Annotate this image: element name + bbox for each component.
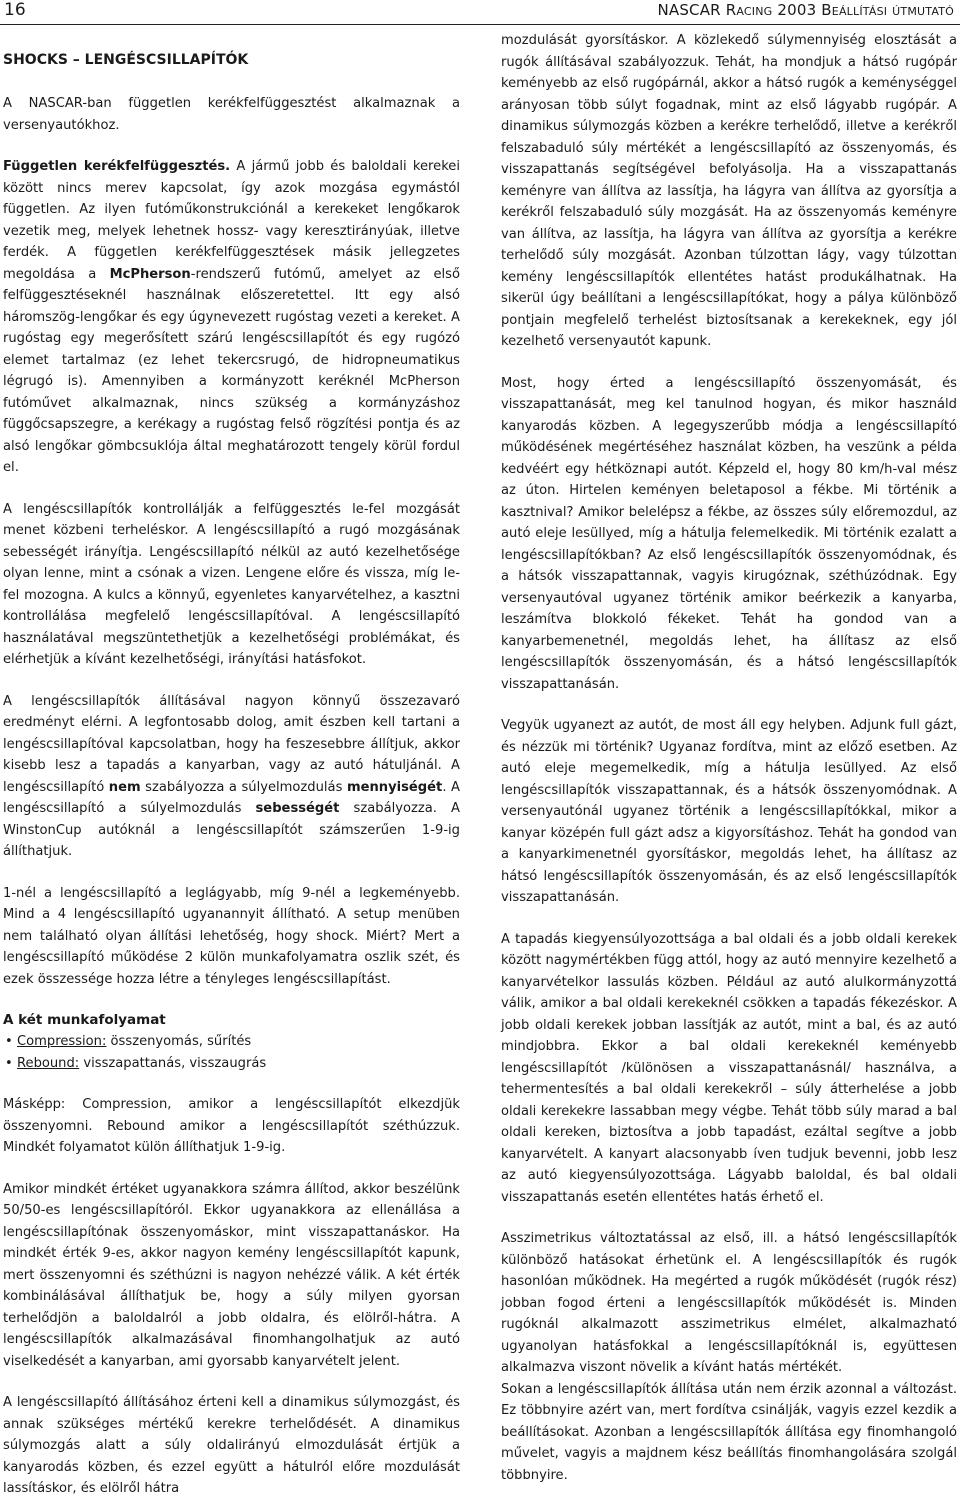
acceleration-paragraph: Vegyük ugyanezt az autót, de most áll egy helyben. Adjunk full gázt, és nézzük mi történik? Ugyanaz fordítva, mint az előző esetben. Az autó eleje megemelkedik, míg a hátulja lesüllyed. Az első lengéscsillapítók visszapattannak, és a hátsók összenyomódnak. A versenyautónál ugyanez történik a lengéscsillapítókkal, mikor a kanyar középén full gázt adsz a kigyorsításhoz. Tehát ha gondod van a kanyarkimenetnél gyorsításkor, megoldás lehet, ha állítasz az hátsó lengéscsillapítók összenyomásán, és az első lengéscsillapítók visszapattanásán. bbox=[501, 718, 957, 905]
text-run: A lengéscsillapítók állításával nagyon könnyű összezavaró eredményt elérni. A legfontosabb dolog, amit észben kell tartani a lengéscsillapítóval kapcsolatban, hogy ha feszesebbre állítjuk, akkor kisebb lesz a tapadás a kanyarban, vagy az autó hátuljánál. A lengéscsillapító bbox=[3, 693, 460, 795]
text-run: A jármű jobb és baloldali kerekei között nincs merev kapcsolat, így azok mozgása egymástól független. Az ilyen futóműkonstrukciónál a kerekeket lengőkarok vezetik meg, melyek lehetnek hossz- vagy keresztirányúak, illetve ferdék. A független kerékfelfüggesztések másik jellegzetes megoldása a bbox=[3, 159, 461, 282]
scale-paragraph: 1-nél a lengéscsillapító a leglágyabb, míg 9-nél a legkeményebb. Mind a 4 lengéscsillapító ugyanannyit állítható. A setup menüben nem található olyan állítási lehetőség, hogy shock. Miért? Mert a lengéscsillapító működése 2 külön munkafolyamatra oszlik szét, és ezek összessége hozza létre a tényleges lengéscsillapítást. bbox=[3, 885, 460, 987]
emphasis-sebesseget: sebességét bbox=[255, 801, 340, 816]
page-number: 16 bbox=[4, 0, 26, 20]
subsection-title: A két munkafolyamat bbox=[3, 1012, 166, 1028]
text-run: . A lengéscsillapító a súlyelmozdulás bbox=[3, 779, 460, 816]
text-run: szabályozza a súlyelmozdulás bbox=[140, 779, 347, 795]
section-title: SHOCKS – LENGÉSCSILLAPÍTÓK bbox=[3, 52, 249, 68]
braking-paragraph: Most, hogy érted a lengéscsillapító összenyomását, és visszapattanását, meg kel tanulnod hogyan, és mikor használd kanyarodás közben. A legegyszerűbb módja a lengéscsillapító működésének megértéséhez használat közben, ha veszünk a példa kedvéért egy hétköznapi autót. Képzeld el, hogy 80 km/h-val mész az úton. Hirtelen keményen beletaposol a fékbe. Mi történik a kasztnival? Amikor belelépsz a fékbe, az összes súly előremozdul, az autó eleje lesüllyed, míg a hátulja felemelkedik. Mi történik ezalatt a lengéscsillapítókban? Az első lengéscsillapítók összenyomódnak, és a hátsók visszapattannak, vagyis kirugóznak, széthúzódnak. Egy versenyautóval ugyanez történik amikor beérkezik a kanyarba, leszámítva blokkoló fékeket. Tehát ha gondod van a kanyarbemenetnél, megoldás lehet, ha állítasz az első lengéscsillapítók összenyomásán, és a hátsó lengéscsillapítók visszapattanásán. bbox=[501, 375, 957, 692]
shock-adjust-paragraph bbox=[3, 691, 460, 863]
emphasis-mennyiseget: mennyiségét bbox=[346, 779, 443, 795]
text-run: szabályozza. A WinstonCup autóknál a lengéscsillapítót számszerűen 1-9-ig állíthatjuk. bbox=[3, 801, 460, 859]
fifty-fifty-paragraph: Amikor mindkét értéket ugyanakkora számra állítod, akkor beszélünk 50/50-es lengéscsillapítóról. Ekkor ugyanakkora az ellenállása a lengéscsillapítónak összenyomáskor, mint visszapattanáskor. Ha mindkét érték 9-es, akkor nagyon kemény lengéscsillapítót kapunk, mert összenyomni és széthúzni is nagyon nehézzé válik. A két érték kombinálásával állíthatjuk be, hogy a súly milyen gyorsan terhelődjön a baloldalról a jobb oldalra, és elölről-hátra. A lengéscsillapítók alkalmazásával finomhangolhatjuk az autó viselkedését a kanyarban, ami gyorsabb kanyarvételt jelent. bbox=[3, 1181, 460, 1369]
closing-paragraph: Sokan a lengéscsillapítók állítása után nem érzik azonnal a változást. Ez többnyire azért van, mert fordítva csinálják, vagyis ezzel kezdik a beállításokat. Azonban a lengéscsillapítók állítása egy finomhangoló művelet, vagyis a majdnem kész beállítás finomhangolására szolgál többnyire. bbox=[501, 1381, 957, 1483]
independent-suspension-paragraph bbox=[3, 156, 460, 479]
process-list bbox=[3, 1031, 460, 1074]
mcpherson-term: McPherson bbox=[109, 266, 191, 282]
intro-paragraph: A NASCAR-ban független kerékfelfüggesztést alkalmaznak a versenyautókhoz. bbox=[3, 96, 460, 133]
compression-term: Compression: bbox=[17, 1034, 107, 1049]
right-column bbox=[501, 30, 957, 1506]
emphasis-nem: nem bbox=[108, 779, 141, 795]
rebound-term: Rebound: bbox=[17, 1055, 80, 1071]
continuation-paragraph: mozdulását gyorsításkor. A közlekedő súlymennyiség elosztását a rugók állításával szabályozzuk. Tehát, ha mondjuk a hátsó rugópár keményebb az első rugópárnál, akkor a hátsó rugók a keménységgel arányosan több súlyt fogadnak, mint az első lágyabb rugópár. A dinamikus súlymozgás közben a kerékre terhelődő, illetve a kerékről felszabaduló súly mértékét a lengéscsillapító az összenyomás, és visszapattanás segítségével befolyásolja. Ha a visszapattanás keményre van állítva az lassítja, ha lágyra van állítva az gyorsítja a kerékről felszabaduló súly mozgását. Ha az összenyomás keményre van állítva, az lassítja, ha lágyra van állítva az gyorsítja a kerékre terhelődő súly mozgását. Azonban túlzottan lágy, vagy túlzottan kemény lengéscsillapítók ellentétes hatást produkálhatnak. Ha sikerül úgy beállítani a lengéscsillapítókat, hogy a pálya különböző pontjain megfelelő terhelést biztosítsanak a kerekeknek, egy jól kezelhető versenyautót kapunk. bbox=[501, 33, 957, 349]
list-item bbox=[3, 1053, 460, 1075]
dynamic-weight-paragraph: A lengéscsillapító állításához érteni kell a dinamikus súlymozgást, és annak szükséges mértékű kerekre terhelődését. A dinamikus súlymozgás alatt a súly oldalirányú elmozdulását értjük a kanyarodás közben, és ezzel együtt a hátulról előre mozdulását lassításkor, és elölről hátra bbox=[3, 1395, 460, 1496]
text-run: -rendszerű futómű, amelyet az első felfüggesztéseknél használnak előszeretettel. Itt egy alsó háromszög-lengőkar és egy úgynevezett rugóstag vezeti a kereket. A rugóstag egy megerősített szárú lengéscsillapítót és egy rugózó elemet tartalmaz (ez lehet tekercsrugó, de hidropneumatikus légrugó is). Amennyiben a kormányzott keréknél McPherson futóművet alkalmaznak, nincs szükség a kormányzáshoz függőcsapszegre, a kerékagy a rugóstag felső rögzítési pontja és az alsó lengőkar gömbcsuklója által meghatározott tengely körül fordul el. bbox=[3, 266, 460, 475]
asymmetric-paragraph: Asszimetrikus változtatással az első, ill. a hátsó lengéscsillapítók különböző hatásokat érhetünk el. A lengéscsillapítók és rugók hasonlóan működnek. Ha megérted a rugók működését (rugók rész) jobban fogod érteni a lengéscsillapítók működését is. Minden rugóknál alkalmazott asszimetrikus elmélet, alkalmazható ugyanolyan hatásfokkal a lengéscsillapítóknál is, együttesen alkalmazva viszont növelik a kívánt hatás mértékét. bbox=[501, 1231, 957, 1375]
shock-control-paragraph: A lengéscsillapítók kontrollálják a felfüggesztés le-fel mozgását menet közbeni terheléskor. A lengéscsillapító a rugó mozgásának sebességét irányítja. Lengéscsillapító nélkül az autó kezelhetősége olyan lenne, mint a csónak a vizen. Lengene előre és vissza, míg le-fel mozogna. A kulcs a könnyű, egyenletes kanyarvételhez, a kasztni kontrollálása megfelelő lengéscsillapítóval. A lengéscsillapító használatával megszüntethetjük a kezelhetőségi problémákat, és elérhetjük a kívánt kezelhetőségi, irányítási hatásfokot. bbox=[3, 501, 460, 667]
definition-paragraph: Másképp: Compression, amikor a lengéscsillapítót elkezdjük összenyomni. Rebound amikor a lengéscsillapítót széthúzzuk. Mindkét folyamatot külön állíthatjuk 1-9-ig. bbox=[3, 1097, 460, 1155]
balance-paragraph: A tapadás kiegyensúlyozottsága a bal oldali és a jobb oldali kerekek között nagymértékben függ attól, hogy az autó mennyire kezelhető a kanyarvételkor lassulás közben. Például az autó alulkormányzottá válik, amikor a bal oldali kerekeknél csökken a tapadás fékezéskor. A jobb oldali kerekek jobban lassítják az autót, mint a bal, és az autó mindjobbra. Ekkor a bal oldali kerekeknél keményebb lengéscsillapítót /különösen a visszapattanásnál/ használva, a tehermentesítés a bal oldali kerekekről – súly átterhelése a jobb oldali kerekekre lassabban megy végbe. Tehát több súly marad a bal oldali kereken, biztosítva a jobb tapadást, ezáltal segítve a jobb kanyarvételt. A kanyart alacsonyabb íven tudjuk bevenni, jobb lesz az autó kiegyensúlyozottsága. Lágyabb baloldal, és bal oldali visszapattanás esetén ellentétes hatás érhető el. bbox=[501, 931, 957, 1205]
header-rule bbox=[0, 24, 960, 25]
page-header bbox=[0, 0, 960, 22]
left-column bbox=[3, 30, 460, 1500]
paragraph-lead: Független kerékfelfüggesztés. bbox=[3, 159, 231, 174]
list-item bbox=[3, 1031, 460, 1053]
running-title: NASCAR Racing 2003 Beállítási útmutató bbox=[657, 1, 954, 19]
text-run: visszapattanás, visszaugrás bbox=[79, 1055, 267, 1071]
text-run: összenyomás, sűrítés bbox=[106, 1034, 252, 1049]
